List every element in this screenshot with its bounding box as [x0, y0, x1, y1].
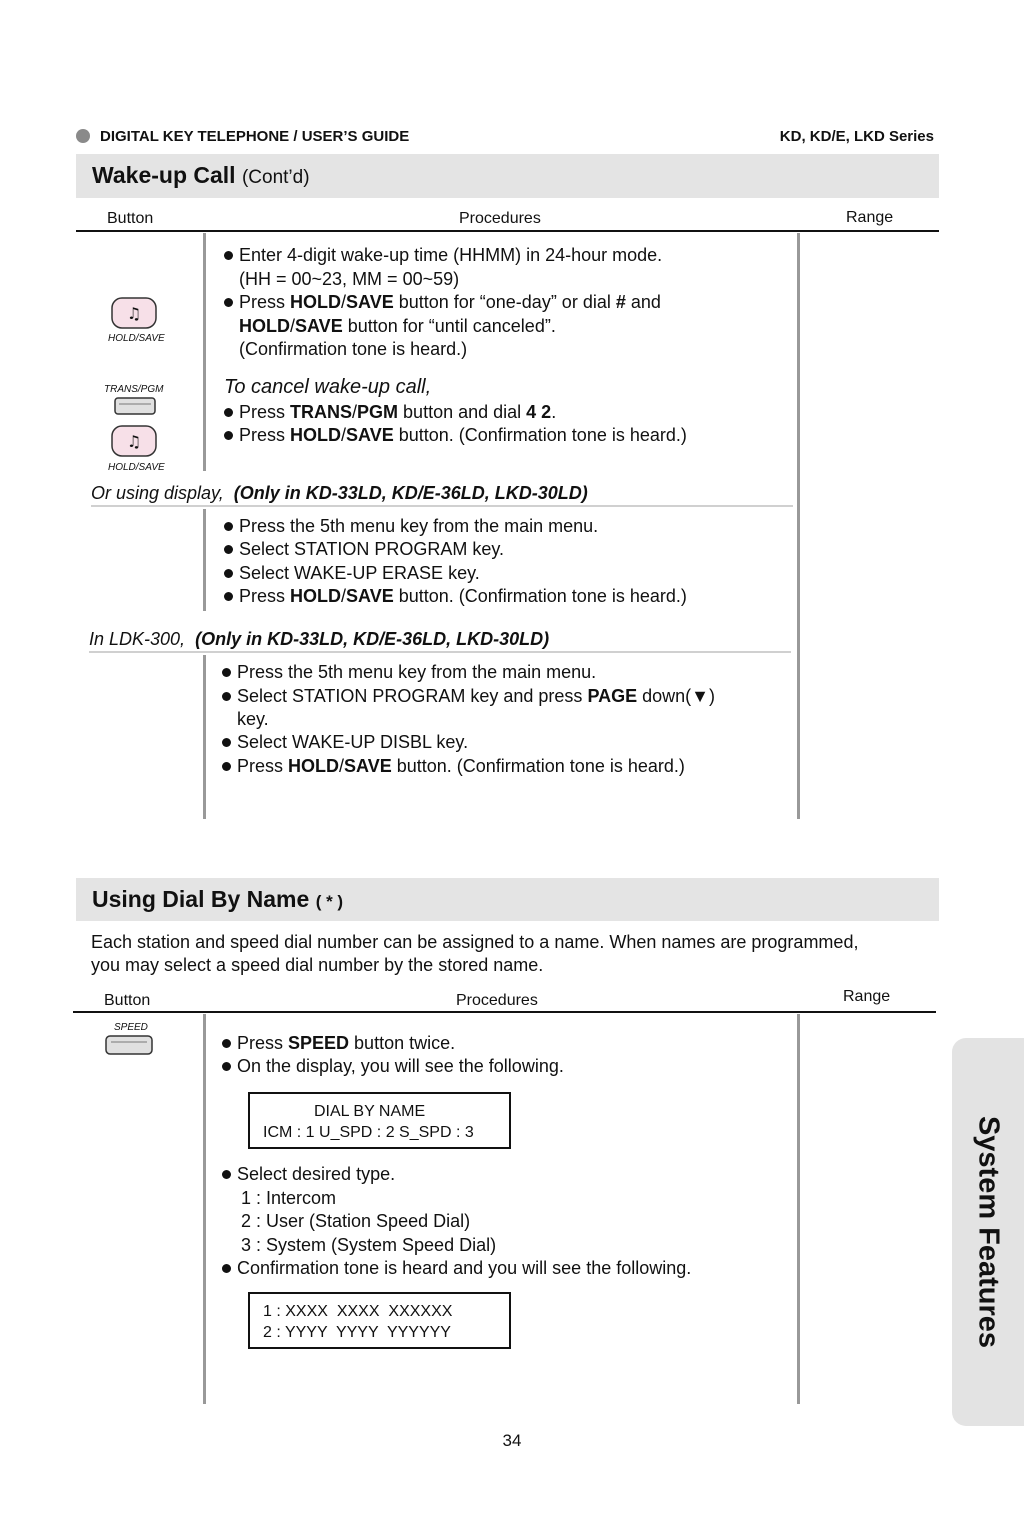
cancel-heading: To cancel wake-up call, [224, 376, 432, 398]
svg-text:♫: ♫ [126, 432, 142, 451]
procedure-line: Select WAKE-UP DISBL key. [222, 731, 468, 755]
subsection-rule [89, 651, 791, 653]
ldk-heading: In LDK-300, (Only in KD-33LD, KD/E-36LD, LKD-30LD) [89, 629, 550, 649]
option-line: 2 : User (Station Speed Dial) [241, 1211, 471, 1231]
page-number: 34 [502, 1431, 522, 1450]
procedure-line: On the display, you will see the following. [222, 1055, 564, 1079]
hold-save-caption: HOLD/SAVE [108, 333, 165, 344]
speed-caption: SPEED [114, 1022, 148, 1033]
procedure-line: HOLD/SAVE button for “until canceled”. [239, 316, 556, 336]
option-line: 1 : Intercom [241, 1188, 337, 1208]
col-header-procedures: Procedures [459, 210, 541, 227]
procedure-line: Press HOLD/SAVE button. (Confirmation tone is heard.) [222, 755, 685, 779]
hold-save-button-icon-2 [110, 424, 158, 465]
side-tab-system-features [952, 1038, 1024, 1426]
trans-pgm-caption: TRANS/PGM [104, 384, 164, 395]
header-guide-title: DIGITAL KEY TELEPHONE / USER’S GUIDE [100, 128, 410, 145]
column-divider [797, 1014, 800, 1404]
col-header-button: Button [107, 210, 154, 227]
lcd-line: 2 : YYYY YYYY YYYYYY [263, 1324, 451, 1341]
procedure-line: (HH = 00~23, MM = 00~59) [239, 269, 460, 289]
display-heading: Or using display, (Only in KD-33LD, KD/E-36LD, LKD-30LD) [91, 483, 588, 503]
procedure-line: (Confirmation tone is heard.) [239, 339, 468, 359]
column-divider [797, 233, 800, 819]
procedure-line: Select desired type. [222, 1163, 395, 1187]
lcd-line: DIAL BY NAME [314, 1103, 426, 1120]
subsection-rule [91, 505, 793, 507]
header-series: KD, KD/E, LKD Series [779, 128, 934, 145]
hold-save-caption-2: HOLD/SAVE [108, 462, 165, 473]
col-header-button: Button [104, 992, 151, 1009]
procedure-line: Select STATION PROGRAM key and press PAGE down(▼) [222, 685, 715, 709]
procedure-line: Press HOLD/SAVE button. (Confirmation tone is heard.) [224, 424, 687, 448]
procedure-line: Press the 5th menu key from the main menu. [222, 661, 596, 685]
speed-button-icon [104, 1034, 156, 1063]
procedure-line: Press TRANS/PGM button and dial 4 2. [224, 401, 556, 425]
header-bullet-icon [76, 129, 90, 143]
procedure-line: Enter 4-digit wake-up time (HHMM) in 24-hour mode. [224, 244, 662, 268]
procedure-line: key. [237, 709, 269, 729]
option-line: 3 : System (System Speed Dial) [241, 1235, 497, 1255]
column-divider [203, 509, 206, 611]
trans-pgm-button-icon [113, 396, 157, 423]
table-top-rule [76, 230, 939, 232]
lcd-line: 1 : XXXX XXXX XXXXXX [263, 1303, 453, 1320]
col-header-procedures: Procedures [456, 992, 538, 1009]
lcd-line: ICM : 1 U_SPD : 2 S_SPD : 3 [263, 1124, 474, 1141]
table-top-rule [73, 1011, 936, 1013]
procedure-line: Select STATION PROGRAM key. [224, 538, 504, 562]
procedure-line: Confirmation tone is heard and you will see the following. [222, 1257, 691, 1281]
col-header-range: Range [843, 988, 891, 1005]
intro-text: you may select a speed dial number by the stored name. [91, 955, 544, 975]
section-title-dial-by-name: Using Dial By Name ( * ) [92, 886, 344, 912]
lcd-display-dial-by-name [248, 1092, 511, 1149]
column-divider [203, 655, 206, 819]
column-divider [203, 1014, 206, 1404]
procedure-line: Select WAKE-UP ERASE key. [224, 562, 480, 586]
procedure-line: Press HOLD/SAVE button for “one-day” or dial # and [224, 291, 661, 315]
lcd-display-results [248, 1292, 511, 1349]
procedure-line: Press SPEED button twice. [222, 1032, 455, 1056]
svg-text:♫: ♫ [126, 304, 142, 323]
section-title-wakeup: Wake-up Call (Cont’d) [92, 162, 310, 188]
column-divider [203, 233, 206, 471]
col-header-range: Range [846, 209, 894, 226]
side-tab-label: System Features [972, 1115, 1005, 1349]
procedure-line: Press the 5th menu key from the main menu. [224, 515, 598, 539]
hold-save-button-icon [110, 296, 158, 337]
intro-text: Each station and speed dial number can be assigned to a name. When names are programmed, [91, 932, 859, 952]
procedure-line: Press HOLD/SAVE button. (Confirmation tone is heard.) [224, 585, 687, 609]
